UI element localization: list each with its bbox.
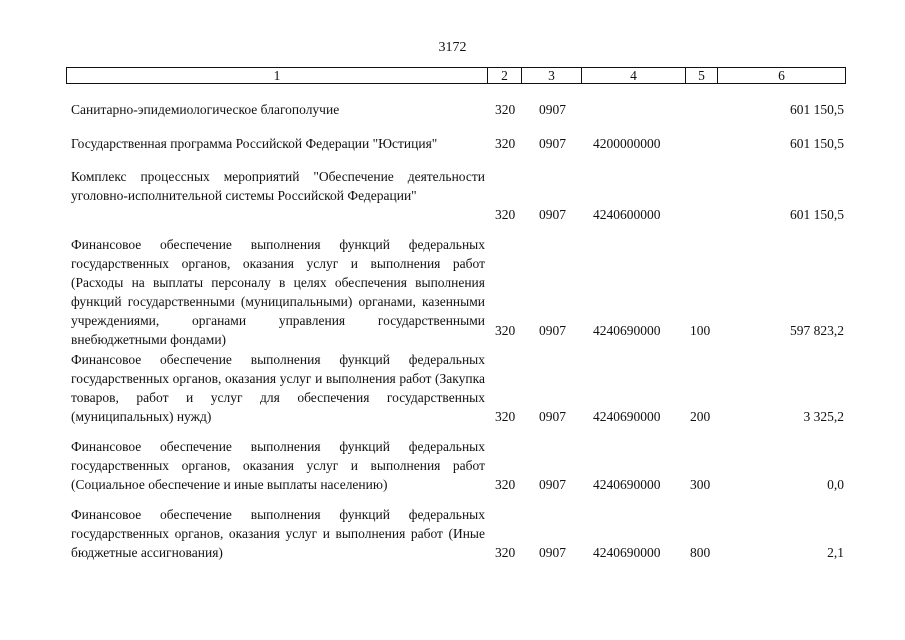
row-amount: 601 150,5 (790, 102, 844, 117)
table-row (0, 437, 905, 494)
row-code-expense: 300 (690, 477, 711, 492)
row-code-admin: 320 (495, 136, 516, 151)
row-code-section: 0907 (539, 323, 566, 338)
row-code-target: 4240690000 (593, 545, 661, 560)
row-amount: 0,0 (827, 477, 844, 492)
column-header-5: 5 (685, 68, 717, 83)
row-code-admin: 320 (495, 409, 516, 424)
column-header-4: 4 (581, 68, 685, 83)
row-code-expense: 200 (690, 409, 711, 424)
table-row (0, 505, 905, 562)
row-amount: 601 150,5 (790, 207, 844, 222)
row-code-target: 4240690000 (593, 477, 661, 492)
row-description: Санитарно-эпидемиологическое благополучие (71, 102, 340, 117)
row-code-section: 0907 (539, 136, 566, 151)
row-code-expense: 100 (690, 323, 711, 338)
row-code-admin: 320 (495, 323, 516, 338)
row-code-target: 4240600000 (593, 207, 661, 222)
table-row (0, 350, 905, 426)
row-description: Финансовое обеспечение выполнения функций федеральных государственных органов, оказания услуг и выполнения работ (Расходы на выплаты персоналу в целях обеспечения выполнения функций государственными (муниципальными) органами, казенными учреждениями, органами управления государственными внебюджетными фондами) (71, 237, 485, 347)
column-header-1: 1 (273, 68, 281, 83)
column-header-2: 2 (487, 68, 521, 83)
row-amount: 3 325,2 (803, 409, 844, 424)
row-code-section: 0907 (539, 102, 566, 117)
row-description: Государственная программа Российской Федерации "Юстиция" (71, 136, 438, 151)
table-row (0, 167, 905, 224)
row-code-target: 4240690000 (593, 323, 661, 338)
row-code-section: 0907 (539, 207, 566, 222)
row-code-target: 4240690000 (593, 409, 661, 424)
row-amount: 597 823,2 (790, 323, 844, 338)
row-code-target: 4200000000 (593, 136, 661, 151)
table-header (66, 67, 846, 84)
row-code-section: 0907 (539, 545, 566, 560)
page-number: 3172 (438, 40, 467, 55)
row-code-section: 0907 (539, 409, 566, 424)
table-row (0, 100, 905, 119)
row-description: Финансовое обеспечение выполнения функций федеральных государственных органов, оказания услуг и выполнения работ (Социальное обеспечение и иные выплаты населению) (71, 439, 485, 492)
row-amount: 2,1 (827, 545, 844, 560)
row-code-admin: 320 (495, 102, 516, 117)
row-code-admin: 320 (495, 545, 516, 560)
table-row (0, 134, 905, 153)
row-code-admin: 320 (495, 207, 516, 222)
row-amount: 601 150,5 (790, 136, 844, 151)
row-code-admin: 320 (495, 477, 516, 492)
row-description: Финансовое обеспечение выполнения функций федеральных государственных органов, оказания услуг и выполнения работ (Закупка товаров, работ и услуг для обеспечения государственных (муниципальных) нужд) (71, 352, 485, 424)
row-code-expense: 800 (690, 545, 711, 560)
row-description: Комплекс процессных мероприятий "Обеспечение деятельности уголовно-исполнительной системы Российской Федерации" (71, 169, 485, 203)
column-header-6: 6 (717, 68, 845, 83)
table-row (0, 235, 905, 349)
column-header-3: 3 (521, 68, 581, 83)
row-description: Финансовое обеспечение выполнения функций федеральных государственных органов, оказания услуг и выполнения работ (Иные бюджетные ассигнования) (71, 507, 485, 560)
row-code-section: 0907 (539, 477, 566, 492)
